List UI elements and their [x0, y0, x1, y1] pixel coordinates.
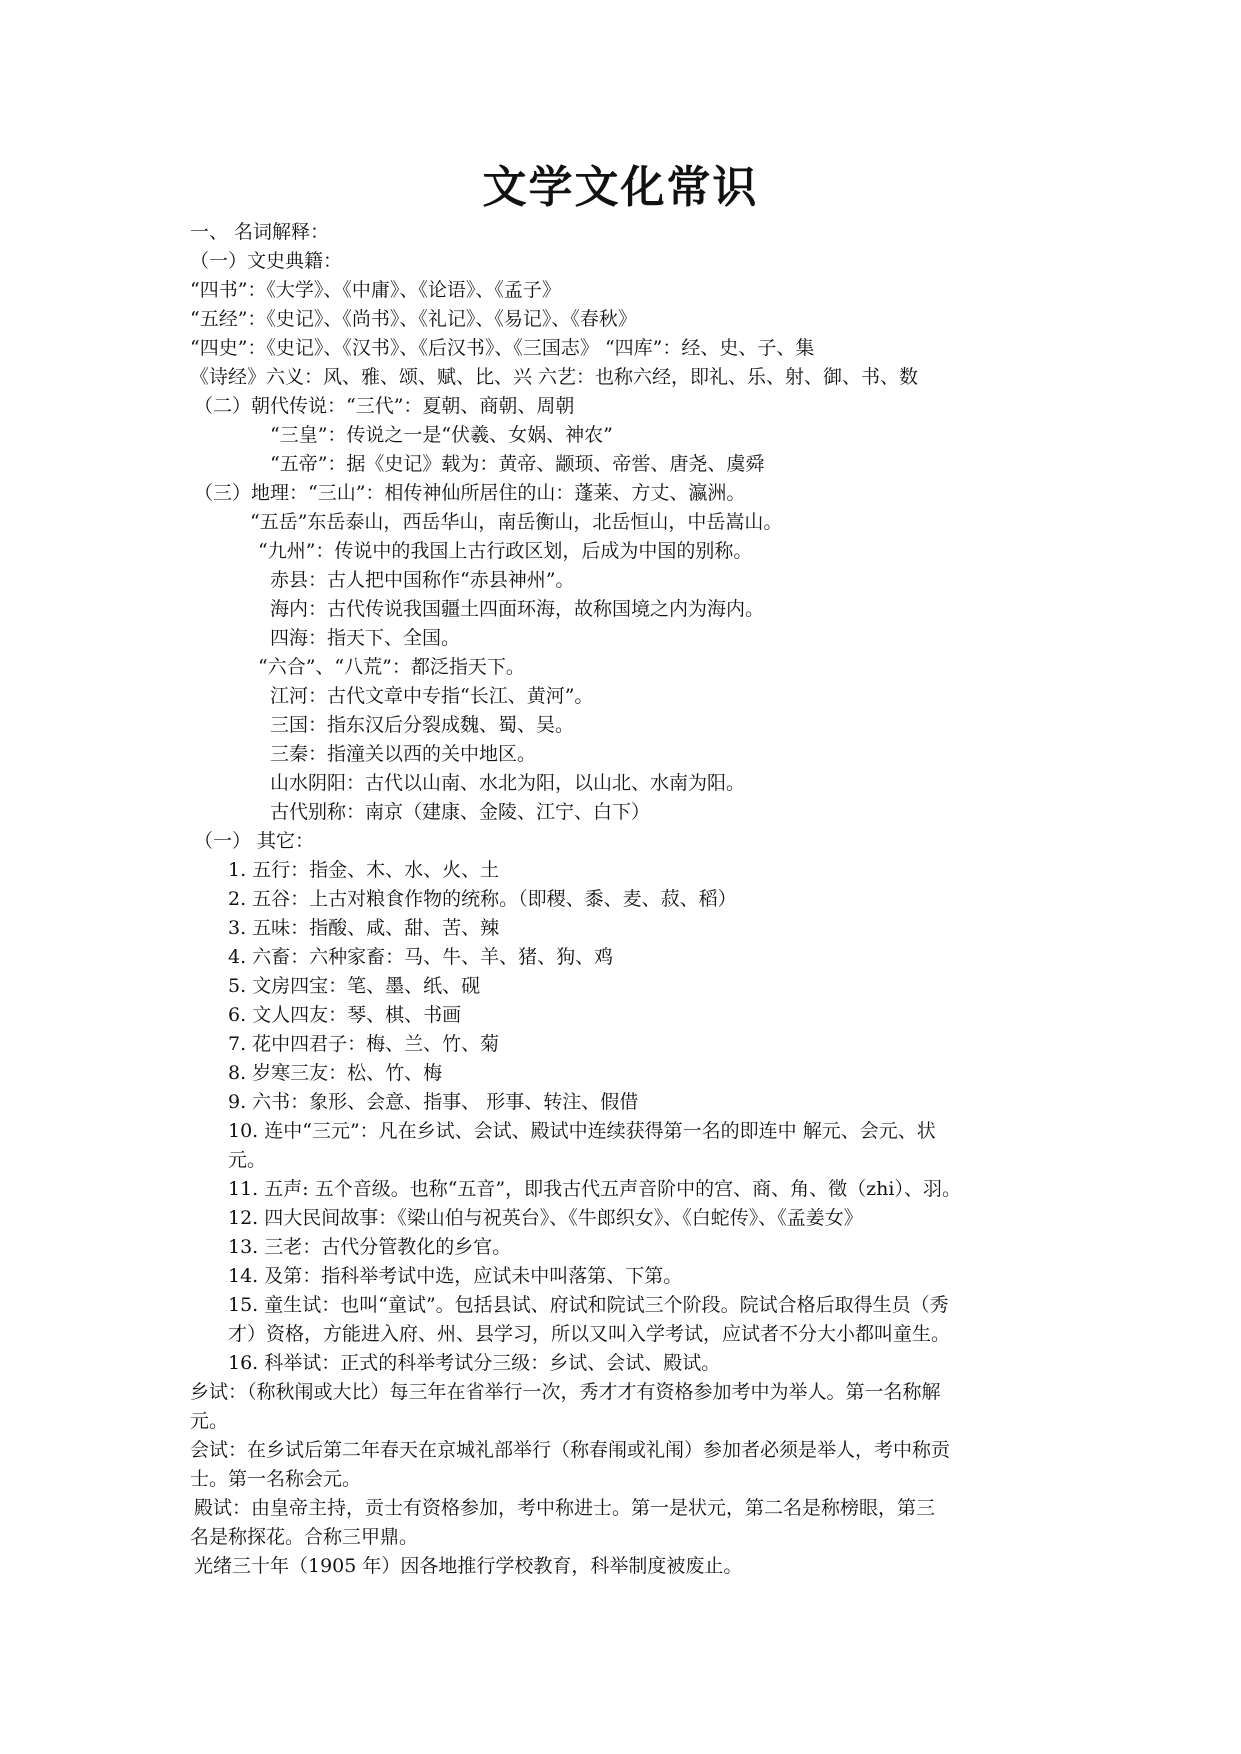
list-item: 7. 花中四君子：梅、兰、竹、菊	[228, 1033, 500, 1055]
list-item: 13. 三老：古代分管教化的乡官。	[228, 1236, 512, 1258]
text-line: 元。	[190, 1410, 229, 1432]
text-line: 士。第一名称会元。	[190, 1468, 362, 1490]
text-line: 山水阴阳：古代以山南、水北为阳，以山北、水南为阳。	[270, 772, 746, 794]
text-line: 殿试：由皇帝主持，贡士有资格参加，考中称进士。第一是状元，第二名是称榜眼，第三	[194, 1497, 936, 1519]
text-line: （二）朝代传说：“三代”：夏朝、商朝、周朝	[194, 395, 575, 417]
list-item: 5. 文房四宝：笔、墨、纸、砚	[228, 975, 481, 997]
text-line: “三皇”：传说之一是“伏羲、女娲、神农”	[270, 424, 613, 446]
text-line: “五岳”东岳泰山，西岳华山，南岳衡山，北岳恒山，中岳嵩山。	[250, 511, 783, 533]
list-item: 1. 五行：指金、木、水、火、土	[228, 859, 500, 881]
text-line: （一） 其它：	[194, 830, 315, 852]
text-line: 《诗经》六义：风、雅、颂、赋、比、兴 六艺：也称六经，即礼、乐、射、御、书、数	[190, 366, 919, 388]
text-line: 古代别称：南京（建康、金陵、江宁、白下）	[270, 801, 651, 823]
text-line: “五经”：《史记》、《尚书》、《礼记》、《易记》、《春秋》	[190, 308, 637, 330]
list-item: 14. 及第：指科举考试中选，应试未中叫落第、下第。	[228, 1265, 683, 1287]
text-line: 元。	[228, 1149, 267, 1171]
text-line: “五帝”：据《史记》载为：黄帝、颛顼、帝喾、唐尧、虞舜	[270, 453, 765, 475]
text-line: 赤县：古人把中国称作“赤县神州”。	[270, 569, 575, 591]
text-line: 三秦：指潼关以西的关中地区。	[270, 743, 537, 765]
text-line: “四书”：《大学》、《中庸》、《论语》、《孟子》	[190, 279, 561, 301]
text-line: “四史”：《史记》、《汉书》、《后汉书》、《三国志》 “四库”：经、史、子、集	[190, 337, 815, 359]
page-title: 文学文化常识	[482, 162, 759, 213]
text-line: 光绪三十年（1905 年）因各地推行学校教育，科举制度被废止。	[194, 1555, 743, 1577]
list-item: 4. 六畜：六种家畜：马、牛、羊、猪、狗、鸡	[228, 946, 614, 968]
text-line: “九州”：传说中的我国上古行政区划，后成为中国的别称。	[258, 540, 753, 562]
text-line: 才）资格，方能进入府、州、县学习，所以又叫入学考试，应试者不分大小都叫童生。	[228, 1323, 951, 1345]
list-item: 11. 五声: 五个音级。也称“五音”，即我古代五声音阶中的宫、商、角、徵（zhi）、羽。	[228, 1178, 961, 1200]
list-item: 16. 科举试：正式的科举考试分三级：乡试、会试、殿试。	[228, 1352, 721, 1374]
list-item: 10. 连中“三元”：凡在乡试、会试、殿试中连续获得第一名的即连中 解元、会元、状	[228, 1120, 936, 1142]
list-item: 15. 童生试：也叫“童试”。包括县试、府试和院试三个阶段。院试合格后取得生员（秀	[228, 1294, 949, 1316]
text-line: （一）文史典籍：	[190, 250, 343, 272]
text-line: 三国：指东汉后分裂成魏、蜀、吴。	[270, 714, 575, 736]
list-item: 8. 岁寒三友：松、竹、梅	[228, 1062, 443, 1084]
text-line: “六合”、“八荒”：都泛指天下。	[258, 656, 525, 678]
list-item: 9. 六书：象形、会意、指事、 形事、转注、假借	[228, 1091, 639, 1113]
text-line: 海内：古代传说我国疆土四面环海，故称国境之内为海内。	[270, 598, 765, 620]
text-line: （三）地理：“三山”：相传神仙所居住的山：蓬莱、方丈、瀛洲。	[194, 482, 746, 504]
text-line: 名是称探花。合称三甲鼎。	[190, 1526, 419, 1548]
text-line: 江河：古代文章中专指“长江、黄河”。	[270, 685, 594, 707]
list-item: 3. 五味：指酸、咸、甜、苦、辣	[228, 917, 500, 939]
text-line: 乡试：（称秋闱或大比）每三年在省举行一次，秀才才有资格参加考中为举人。第一名称解	[190, 1381, 941, 1403]
list-item: 6. 文人四友：琴、棋、书画	[228, 1004, 462, 1026]
list-item: 2. 五谷：上古对粮食作物的统称。（即稷、黍、麦、菽、稻）	[228, 888, 737, 910]
text-line: 一、 名词解释：	[190, 221, 330, 243]
text-line: 会试：在乡试后第二年春天在京城礼部举行（称春闱或礼闱）参加者必须是举人，考中称贡	[190, 1439, 951, 1461]
text-line: 四海：指天下、全国。	[270, 627, 461, 649]
list-item: 12. 四大民间故事：《梁山伯与祝英台》、《牛郎织女》、《白蛇传》、《孟姜女》	[228, 1207, 863, 1229]
